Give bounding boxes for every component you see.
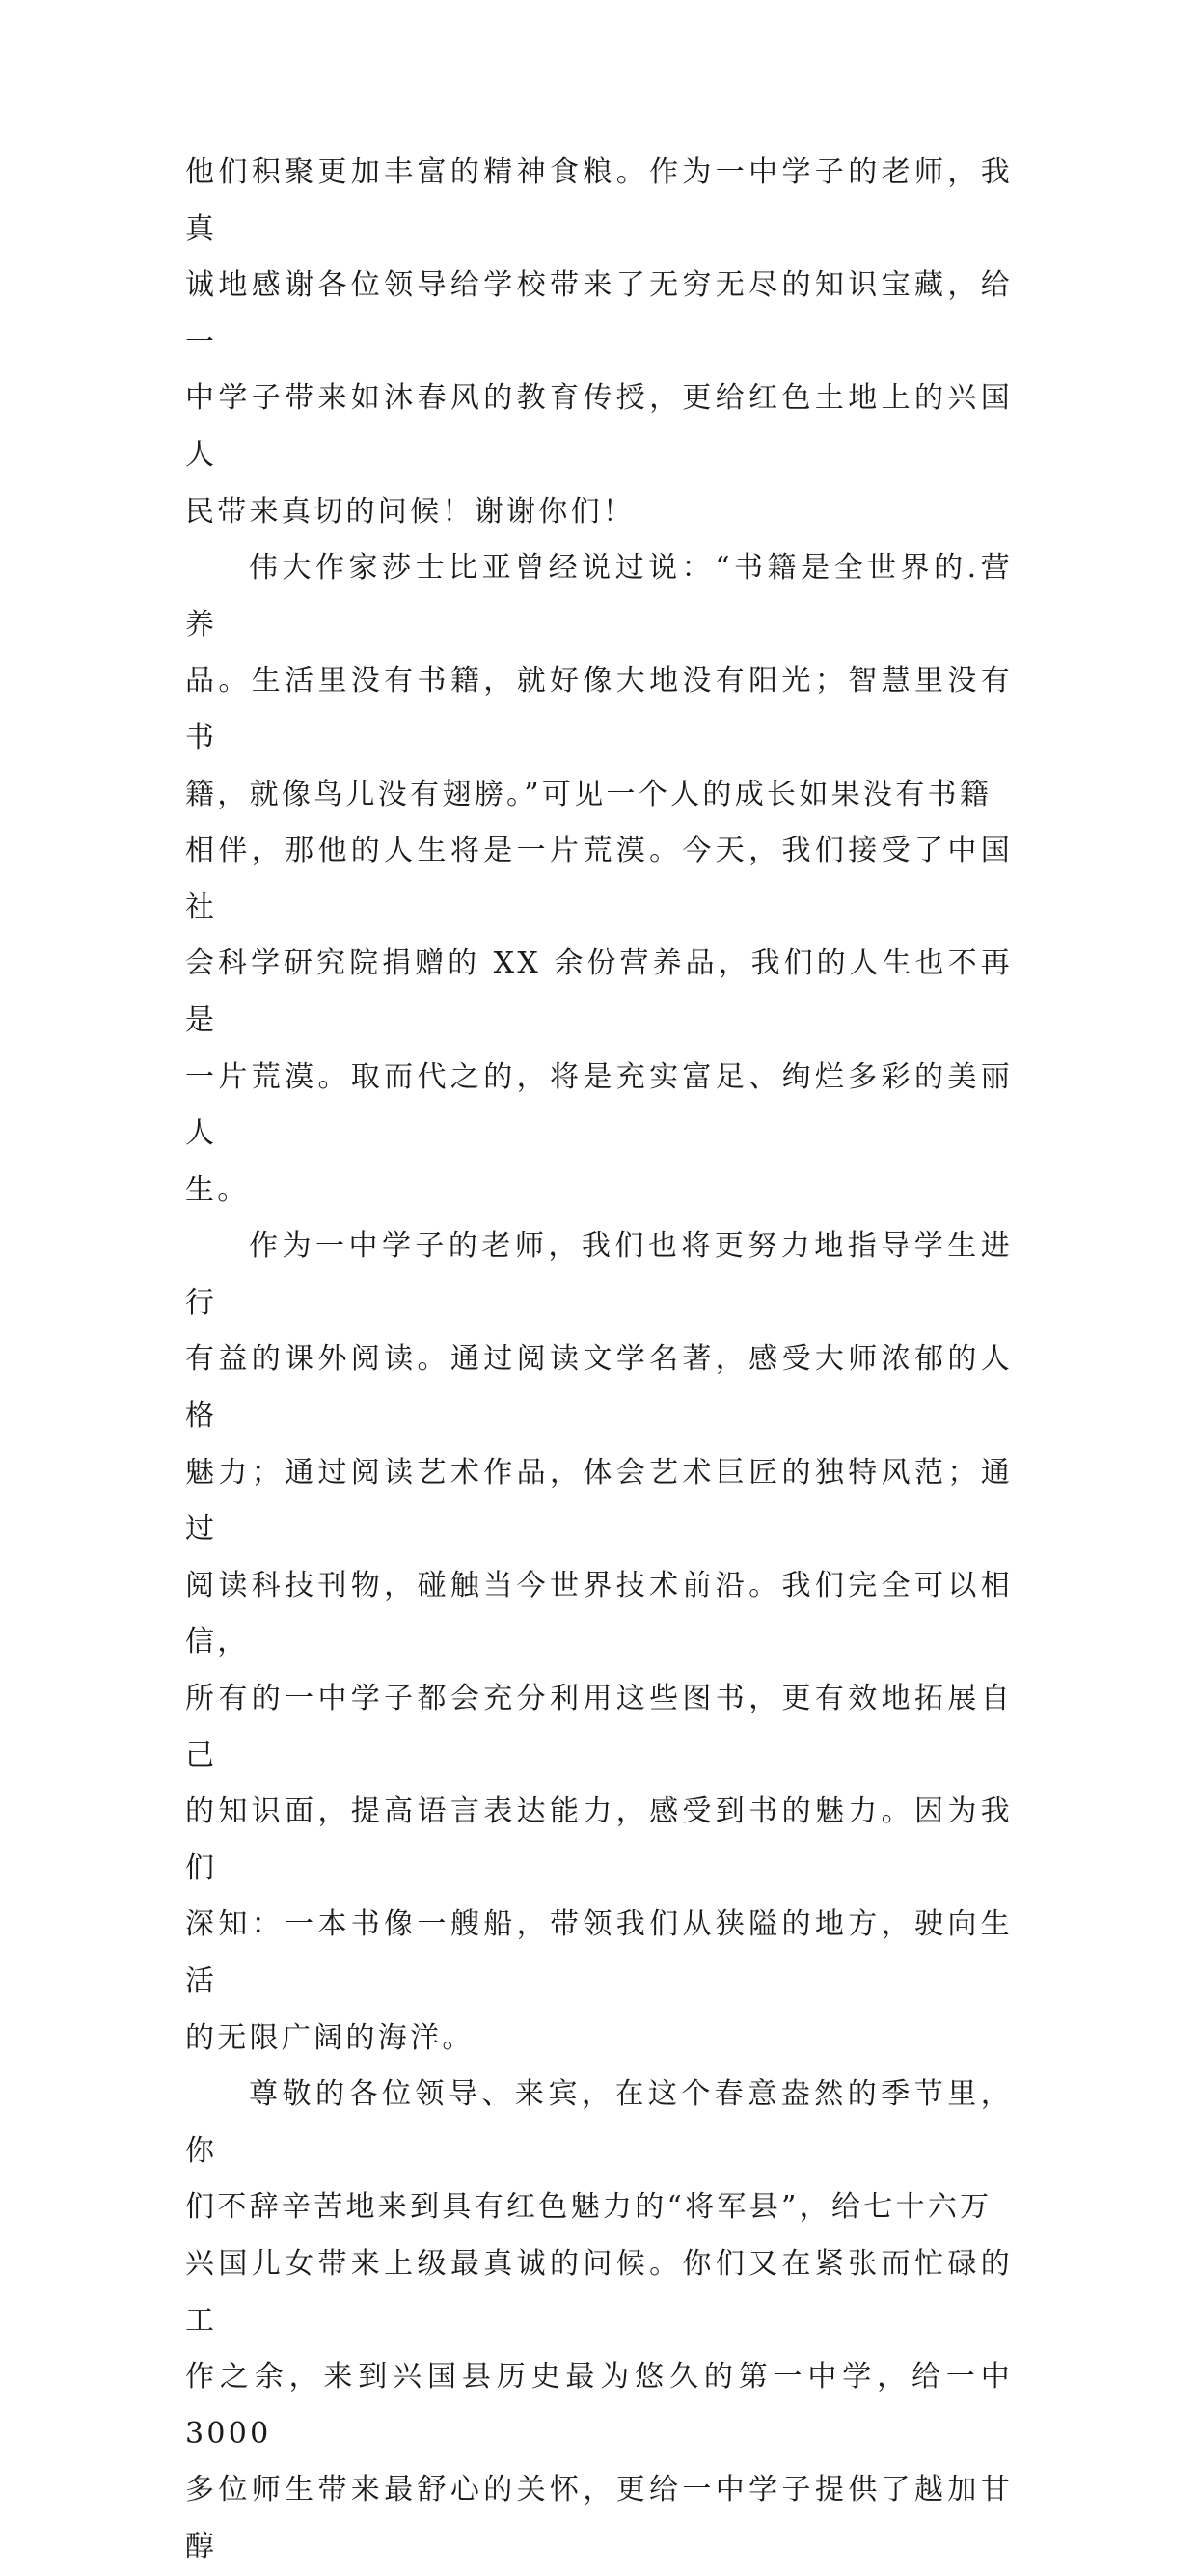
paragraph-3: 作为一中学子的老师，我们也将更努力地指导学生进行 有益的课外阅读。通过阅读文学名著，感受大师浓郁的人格 魅力；通过阅读艺术作品，体会艺术巨匠的独特风范；通过 阅读科技刊物，碰触当今世界技术前沿。我们完全可以相信， 所有的一中学子都会充分利用这些图书，更有效地拓展自己 的知识面，提高语言表达能力，感受到书的魅力。因为我们 深知：一本书像一艘船，带领我们从狭隘的地方，驶向生活 的无限广阔的海洋。: [185, 1229, 1013, 2055]
document-body: [185, 145, 1013, 2576]
paragraph-2: 伟大作家莎士比亚曾经说过说：“书籍是全世界的.营养 品。生活里没有书籍，就好像大地没有阳光；智慧里没有书 籍，就像鸟儿没有翅膀。”可见一个人的成长如果没有书籍 相伴，那他的人生将是一片荒漠。今天，我们接受了中国社 会科学研究院捐赠的 XX 余份营养品，我们的人生也不再是 一片荒漠。取而代之的，将是充实富足、绚烂多彩的美丽人 生。: [185, 551, 1013, 1207]
paragraph-4: 尊敬的各位领导、来宾，在这个春意盎然的季节里，你 们不辞辛苦地来到具有红色魅力的“将军县”，给七十六万 兴国儿女带来上级最真诚的问候。你们又在紧张而忙碌的工 作之余，来到兴国县历史最为悠久的第一中学，给一中 3000 多位师生带来最舒心的关怀，更给一中学子提供了越加甘醇: [185, 2077, 1013, 2563]
paragraph-1: 他们积聚更加丰富的精神食粮。作为一中学子的老师，我真 诚地感谢各位领导给学校带来了无穷无尽的知识宝藏，给一 中学子带来如沐春风的教育传授，更给红色土地上的兴国人 民带来真切的问候！谢谢你们！: [185, 155, 1013, 529]
